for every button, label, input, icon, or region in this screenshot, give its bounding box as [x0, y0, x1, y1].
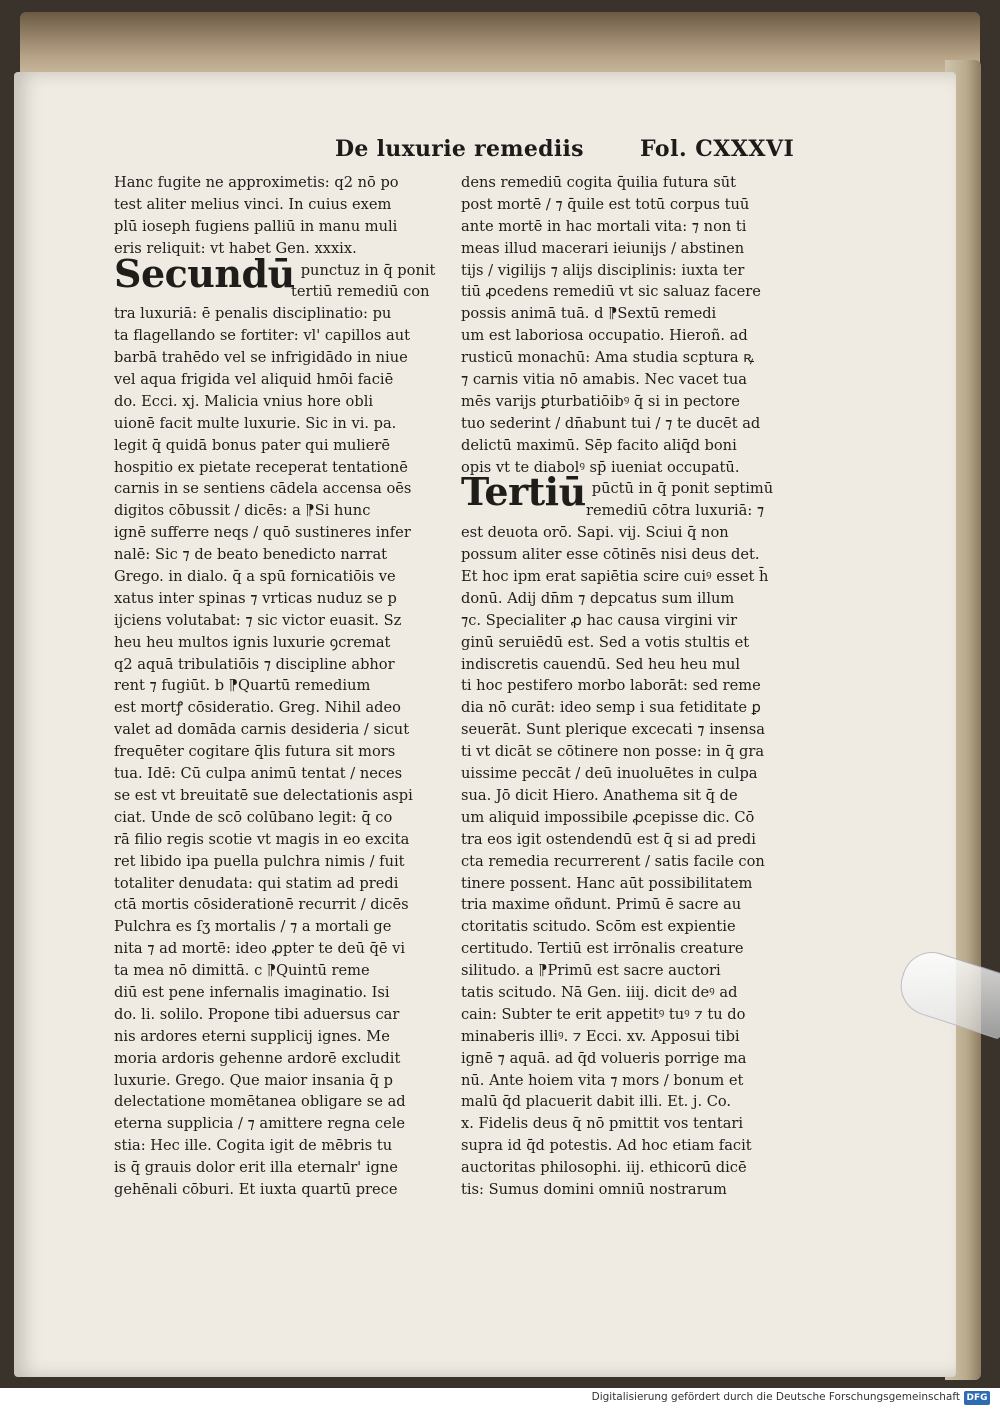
text-line: diū est pene infernalis imaginatio. Isi [114, 983, 390, 1001]
text-line: ignē ⁊ aquā. ad q̄d volueris porrige ma [461, 1049, 747, 1067]
text-line: Hanc fugite ne approximetis: q2 nō po [114, 174, 399, 191]
text-line: possum aliter esse cōtinēs nisi deus det. [461, 546, 760, 564]
text-line: post mortē / ⁊ q̄uile est totū corpus tuū [461, 195, 750, 213]
text-line: indiscretis cauendū. Sed heu heu mul [461, 655, 741, 673]
funding-credit: Digitalisierung gefördert durch die Deutsche Forschungsgemeinschaft [591, 1391, 960, 1403]
text-line: possis animā tuā. d ⁋Sextū remedi [461, 305, 717, 323]
text-line: um est laboriosa occupatio. Hieroñ. ad [461, 327, 748, 345]
text-line: ante mortē in hac mortali vita: ⁊ non ti [461, 217, 747, 235]
text-line: eterna supplicia / ⁊ amittere regna cele [114, 1115, 406, 1133]
text-line: uissime peccāt / deū inuoluētes in culpa [461, 765, 758, 783]
text-line: cain: Subter te erit appetitꝰ tuꝰ ⁊ tu do [461, 1005, 746, 1023]
text-line: tra luxuriā: ē penalis disciplinatio: pu [114, 305, 392, 323]
text-line: rent ⁊ fugiūt. b ⁋Quartū remedium [114, 677, 371, 695]
footer-bar [0, 1388, 1000, 1409]
text-line: ⁊c. Specialiter ꝓ hac causa virgini vir [461, 611, 738, 629]
text-line: nis ardores eterni supplicij ignes. Me [114, 1027, 390, 1045]
text-line: tria maxime oñdunt. Primū ē sacre au [461, 896, 742, 914]
initial-word: Tertiū [461, 469, 586, 515]
text-line: moria ardoris gehenne ardorē excludit [114, 1049, 401, 1067]
text-line: seuerāt. Sunt plerique excecati ⁊ insensa [461, 721, 765, 739]
right-text-column [461, 172, 801, 1201]
text-line: donū. Adij dn̄m ⁊ depcatus sum illum [461, 589, 735, 607]
text-line: ijciens volutabat: ⁊ sic victor euasit. Sz [114, 611, 402, 629]
text-line: ta mea nō dimittā. c ⁋Quintū reme [114, 962, 370, 980]
text-line: heu heu multos ignis luxurie ꝯcremat [114, 633, 391, 651]
text-line: digitos cōbussit / dicēs: a ⁋Si hunc [114, 502, 371, 520]
text-line: ti vt dicāt se cōtinere non posse: in q̄ gra [461, 743, 765, 761]
text-line: est deuota orō. Sapi. vij. Sciui q̄ non [461, 524, 729, 542]
text-line: legit q̄ quidā bonus pater qui mulierē [114, 436, 390, 454]
text-line: tertiū remediū con [291, 283, 430, 301]
text-line: mēs varijs ꝑturbatiōibꝰ q̄ si in pectore [461, 392, 740, 410]
text-line: silitudo. a ⁋Primū est sacre auctori [461, 962, 721, 980]
text-line: tatis scitudo. Nā Gen. iiij. dicit deꝰ ad [461, 983, 738, 1001]
initial-word: Secundū [114, 250, 295, 296]
text-line: uionē facit multe luxurie. Sic in vi. pa. [114, 414, 397, 432]
text-line: cta remedia recurrerent / satis facile con [461, 852, 765, 870]
text-line: luxurie. Grego. Que maior insania q̄ p [114, 1071, 393, 1089]
text-line: ti hoc pestifero morbo laborāt: sed reme [461, 677, 761, 695]
text-line: se est vt breuitatē sue delectationis aspi [114, 786, 413, 804]
text-line: q2 aquā tribulatiōis ⁊ discipline abhor [114, 655, 395, 673]
text-line: hospitio ex pietate receperat tentationē [114, 458, 408, 476]
text-line: stia: Hec ille. Cogita igit de mēbris tu [114, 1137, 393, 1155]
text-line: barbā trahēdo vel se infrigidādo in niue [114, 349, 408, 367]
text-line: tis: Sumus domini omniū nostrarum [461, 1180, 727, 1198]
text-line: ⁊ carnis vitia nō amabis. Nec vacet tua [461, 371, 748, 389]
text-line: gehēnali cōburi. Et iuxta quartū prece [114, 1180, 398, 1198]
text-line: rusticū monachū: Ama studia scptura ꝶ [461, 349, 755, 367]
text-line: dens remediū cogita q̄uilia futura sūt [461, 174, 737, 191]
text-line: rā filio regis scotie vt magis in eo excita [114, 830, 410, 848]
initial-line-rest: punctuz in q̄ ponit [300, 261, 436, 279]
text-line: tinere possent. Hanc aūt possibilitatem [461, 874, 753, 892]
text-line: test aliter melius vinci. In cuius exem [114, 195, 392, 213]
text-line: Grego. in dialo. q̄ a spū fornicatiōis ve [114, 568, 396, 586]
text-line: ctā mortis cōsiderationē recurrit / dicēs [114, 896, 409, 914]
text-line: tra eos igit ostendendū est q̄ si ad predi [461, 830, 756, 848]
text-line: do. Ecci. xj. Malicia vnius hore obli [114, 392, 374, 410]
text-line: Et hoc ipm erat sapiētia scire cuiꝰ esset h̄ [461, 568, 769, 586]
text-line: Pulchra es ſʒ mortalis / ⁊ a mortali ge [114, 918, 392, 936]
text-line: nalē: Sic ⁊ de beato benedicto narrat [114, 546, 388, 564]
text-line: meas illud macerari ieiunijs / abstinen [461, 239, 745, 257]
text-line: valet ad domāda carnis desideria / sicut [114, 721, 410, 739]
text-line: minaberis illiꝰ. ⁊ Ecci. xv. Apposui tibi [461, 1027, 740, 1045]
text-line: nita ⁊ ad mortē: ideo ꝓpter te deū q̄ē vi [114, 940, 406, 958]
text-line: sua. Jō dicit Hiero. Anathema sit q̄ de [461, 786, 738, 804]
text-line: malū q̄d placuerit dabit illi. Et. j. Co. [461, 1093, 732, 1111]
initial-line-rest: pūctū in q̄ ponit septimū [591, 480, 774, 498]
text-line: tiū ꝓcedens remediū vt sic saluaz facere [461, 283, 761, 301]
text-line: x. Fidelis deus q̄ nō pmittit vos tentari [461, 1115, 744, 1133]
text-line: totaliter denudata: qui statim ad predi [114, 874, 399, 892]
text-line: frequēter cogitare q̄lis futura sit mors [114, 743, 396, 761]
folio-number: Fol. CXXXVI [640, 136, 795, 162]
text-line: plū ioseph fugiens palliū in manu muli [114, 217, 398, 235]
text-line: opis vt te diabolꝰ sp̄ iueniat occupatū. [461, 458, 740, 476]
text-line: supra id q̄d potestis. Ad hoc etiam facit [461, 1137, 752, 1155]
text-line: delictū maximū. Sēp facito aliq̄d boni [461, 436, 737, 454]
text-line: nū. Ante hoiem vita ⁊ mors / bonum et [461, 1071, 744, 1089]
text-line: ciat. Unde de scō colūbano legit: q̄ co [114, 808, 393, 826]
text-line: vel aqua frigida vel aliquid hmōi faciē [114, 371, 394, 389]
text-line: eris reliquit: vt habet Gen. xxxix. [114, 239, 357, 257]
text-line: certitudo. Tertiū est irrōnalis creature [461, 940, 744, 958]
text-line: tijs / vigilijs ⁊ alijs disciplinis: iuxta ter [461, 261, 745, 279]
text-line: est mortꝭ cōsideratio. Greg. Nihil adeo [114, 699, 401, 717]
text-line: dia nō curāt: ideo semp i sua fetiditate ꝑ [461, 699, 761, 717]
text-line: do. li. solilo. Propone tibi aduersus car [114, 1005, 400, 1023]
text-line: tua. Idē: Cū culpa animū tentat / neces [114, 765, 403, 783]
text-line: um aliquid impossibile ꝓcepisse dic. Cō [461, 808, 755, 826]
text-line: ignē sufferre neqs / quō sustineres infer [114, 524, 411, 542]
left-text-column [114, 172, 449, 1201]
dfg-logo: DFG [964, 1391, 990, 1405]
text-line: ginū seruiēdū est. Sed a votis stultis et [461, 633, 750, 651]
text-line: ret libido ipa puella pulchra nimis / fuit [114, 852, 405, 870]
text-line: tuo sederint / dn̄abunt tui / ⁊ te ducēt ad [461, 414, 761, 432]
text-line: ctoritatis scitudo. Scōm est expientie [461, 918, 736, 936]
running-title: De luxurie remediis [335, 136, 584, 162]
text-line: is q̄ grauis dolor erit illa eternalr' igne [114, 1159, 398, 1177]
text-line: xatus inter spinas ⁊ vrticas nuduz se p [114, 589, 397, 607]
text-line: auctoritas philosophi. iij. ethicorū dicē [461, 1159, 747, 1177]
text-line: ta flagellando se fortiter: vl' capillos aut [114, 327, 410, 345]
text-line: remediū cōtra luxuriā: ⁊ [586, 502, 765, 520]
text-line: delectatione momētanea obligare se ad [114, 1093, 406, 1111]
text-line: carnis in se sentiens cādela accensa oēs [114, 480, 412, 498]
